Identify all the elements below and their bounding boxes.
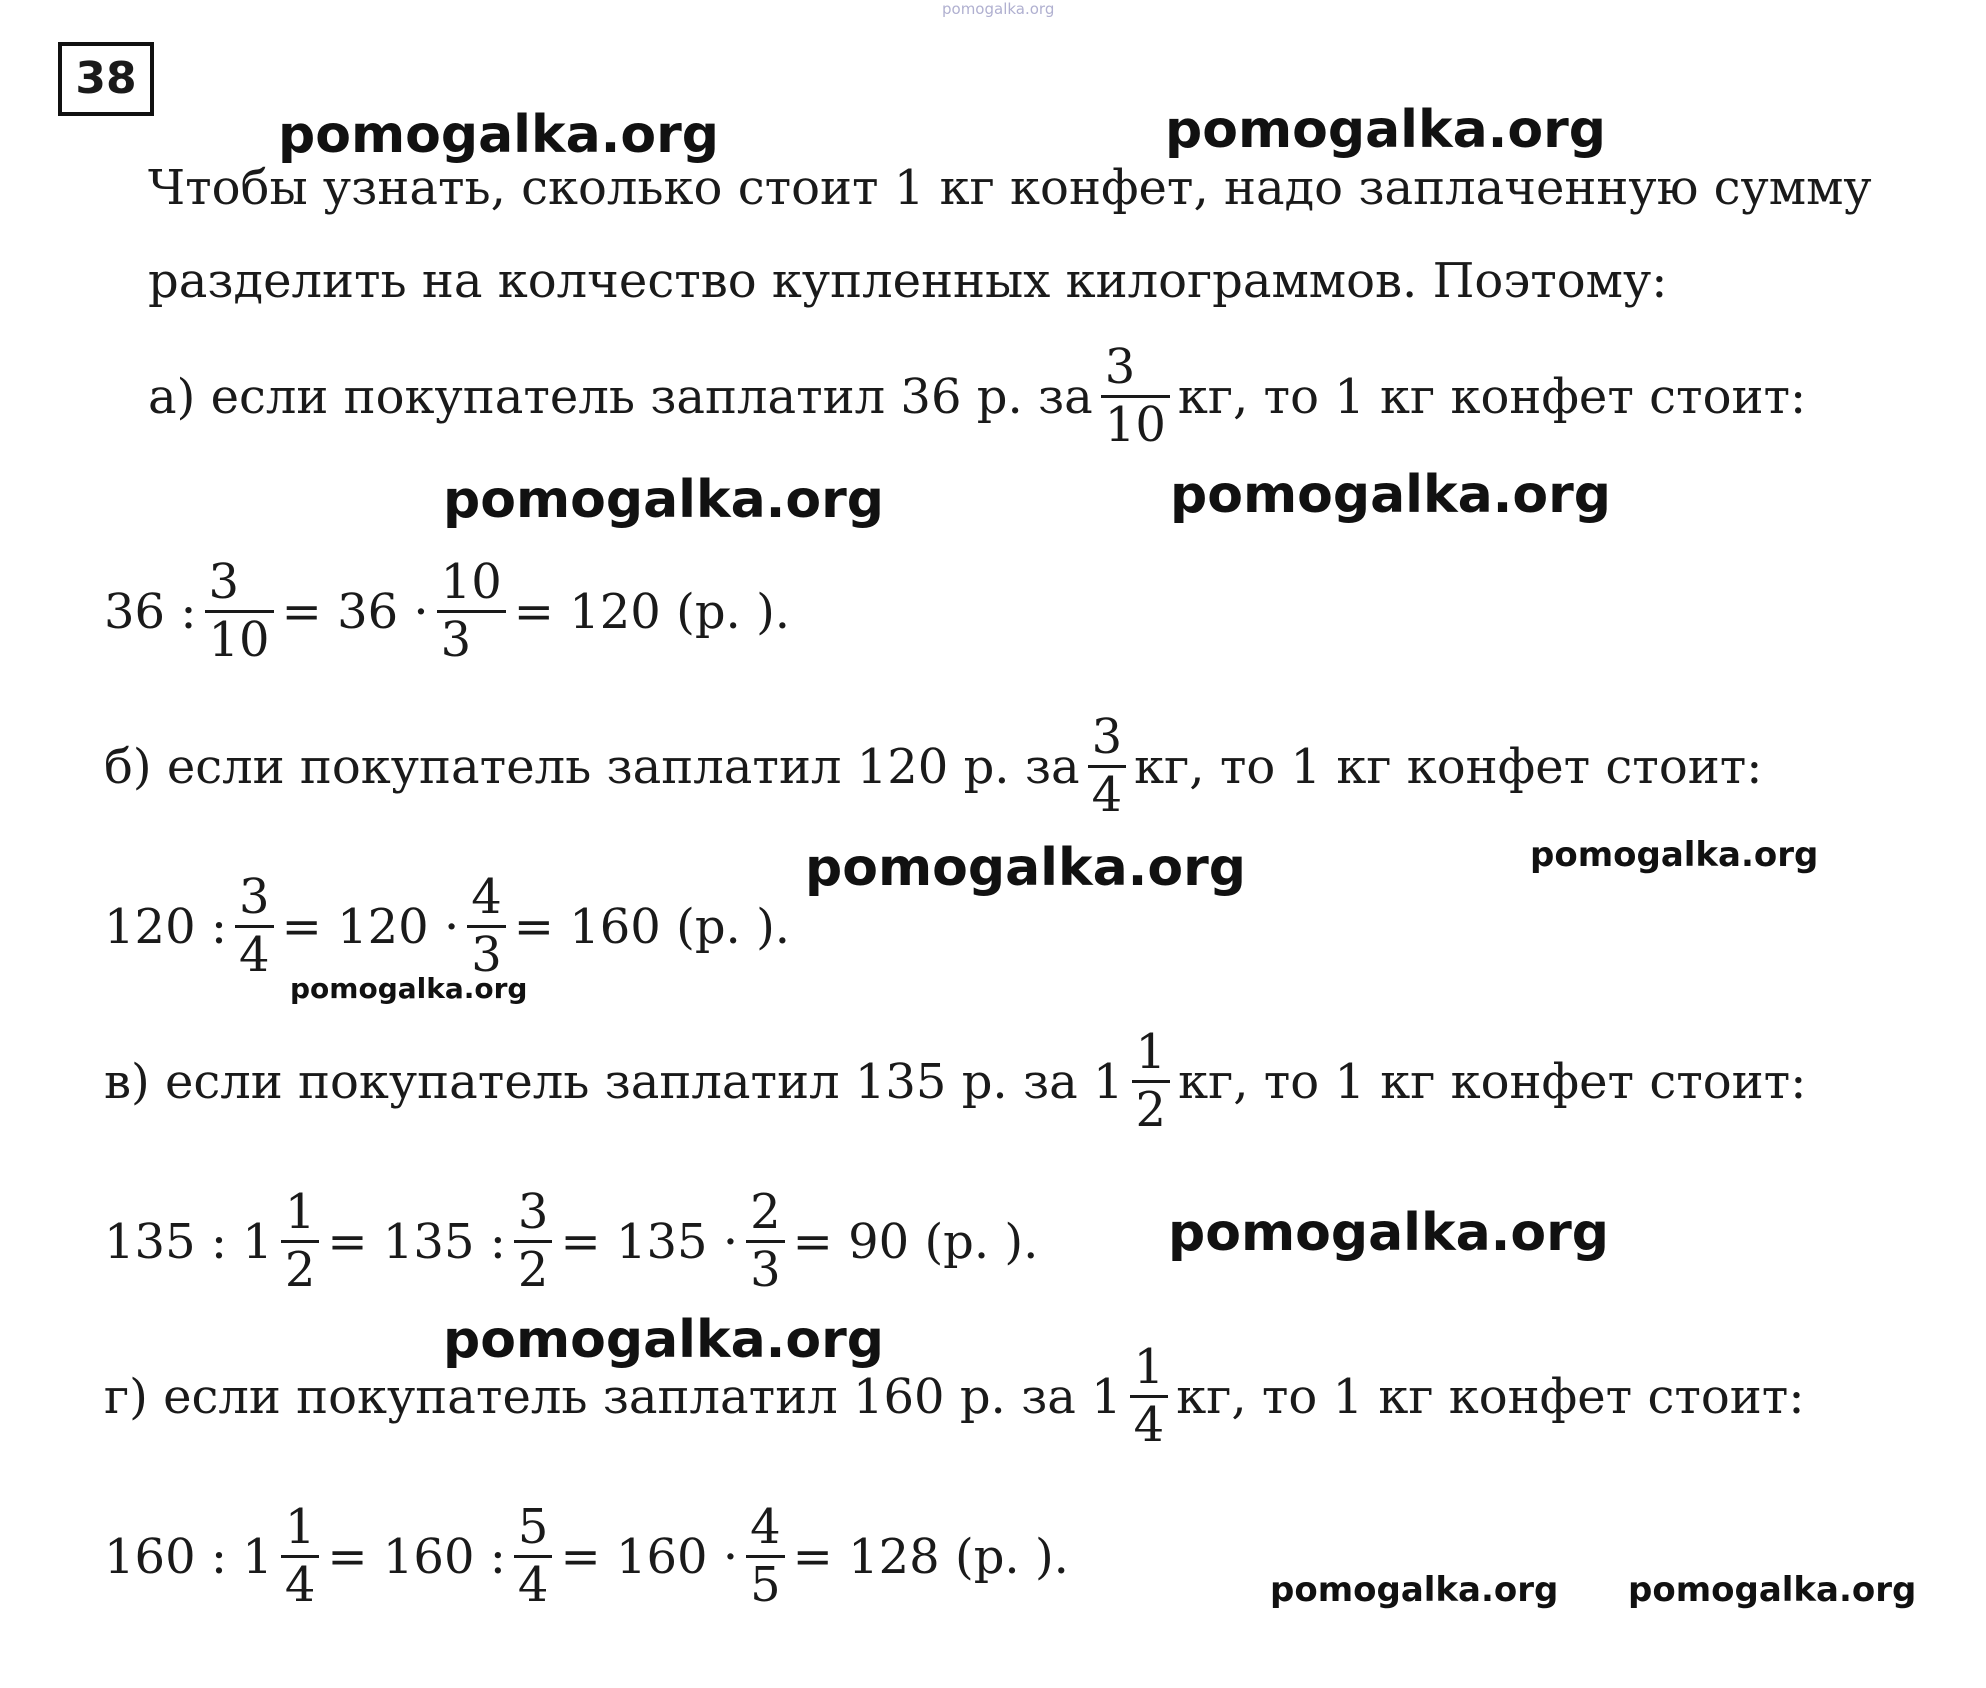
watermark: pomogalka.org [1168,1203,1610,1263]
fraction: $\frac{1}{4}$ [1130,1340,1169,1453]
part-v-statement: в) если покупатель заплатил 135 р. за 1 $\frac{1}{2}$ кг, то 1 кг конфет стоит: [104,1024,1807,1139]
watermark: pomogalka.org [278,105,720,165]
part-b-calc: 120 : $\frac{3}{4}$ = 120 · $\frac{4}{3}$ = 160 (р. ). [104,869,791,984]
watermark: pomogalka.org [1270,1570,1559,1610]
fraction: $\frac{1}{2}$ [281,1185,320,1298]
watermark: pomogalka.org [1628,1570,1917,1610]
fraction: $\frac{1}{2}$ [1132,1025,1171,1138]
part-g-statement: г) если покупатель заплатил 160 р. за 1 $\frac{1}{4}$ кг, то 1 кг конфет стоит: [104,1339,1805,1454]
fraction: $\frac{4}{3}$ [467,870,506,983]
fraction: $\frac{3}{4}$ [1088,710,1127,823]
fraction: $\frac{3}{10}$ [1101,340,1170,453]
problem-number: 38 [58,42,154,116]
part-b-statement: б) если покупатель заплатил 120 р. за $\frac{3}{4}$ кг, то 1 кг конфет стоит: [104,709,1763,824]
fraction: $\frac{3}{2}$ [514,1185,553,1298]
watermark: pomogalka.org [805,838,1247,898]
intro-line-1: Чтобы узнать, сколько стоит 1 кг конфет, надо заплаченную сумму [148,160,1872,216]
fraction: $\frac{3}{10}$ [205,555,274,668]
part-v-calc: 135 : 1 $\frac{1}{2}$ = 135 : $\frac{3}{2}$ = 135 · $\frac{2}{3}$ = 90 (р. ). [104,1184,1039,1299]
watermark: pomogalka.org [443,470,885,530]
watermark: pomogalka.org [1530,835,1819,875]
watermark: pomogalka.org [1170,465,1612,525]
watermark: pomogalka.org [290,972,528,1005]
part-a-calc: 36 : $\frac{3}{10}$ = 36 · $\frac{10}{3}$ = 120 (р. ). [104,554,791,669]
fraction: $\frac{5}{4}$ [514,1500,553,1613]
part-g-calc: 160 : 1 $\frac{1}{4}$ = 160 : $\frac{5}{4}$ = 160 · $\frac{4}{5}$ = 128 (р. ). [104,1499,1069,1614]
fraction: $\frac{1}{4}$ [281,1500,320,1613]
watermark: pomogalka.org [1165,100,1607,160]
fraction: $\frac{2}{3}$ [746,1185,785,1298]
fraction: $\frac{4}{5}$ [746,1500,785,1613]
watermark: pomogalka.org [443,1310,885,1370]
watermark-top: pomogalka.org [942,0,1055,18]
fraction: $\frac{10}{3}$ [437,555,506,668]
part-a-statement: а) если покупатель заплатил 36 р. за $\frac{3}{10}$ кг, то 1 кг конфет стоит: [148,339,1807,454]
intro-line-2: разделить на колчество купленных килограммов. Поэтому: [148,253,1668,309]
fraction: $\frac{3}{4}$ [235,870,274,983]
